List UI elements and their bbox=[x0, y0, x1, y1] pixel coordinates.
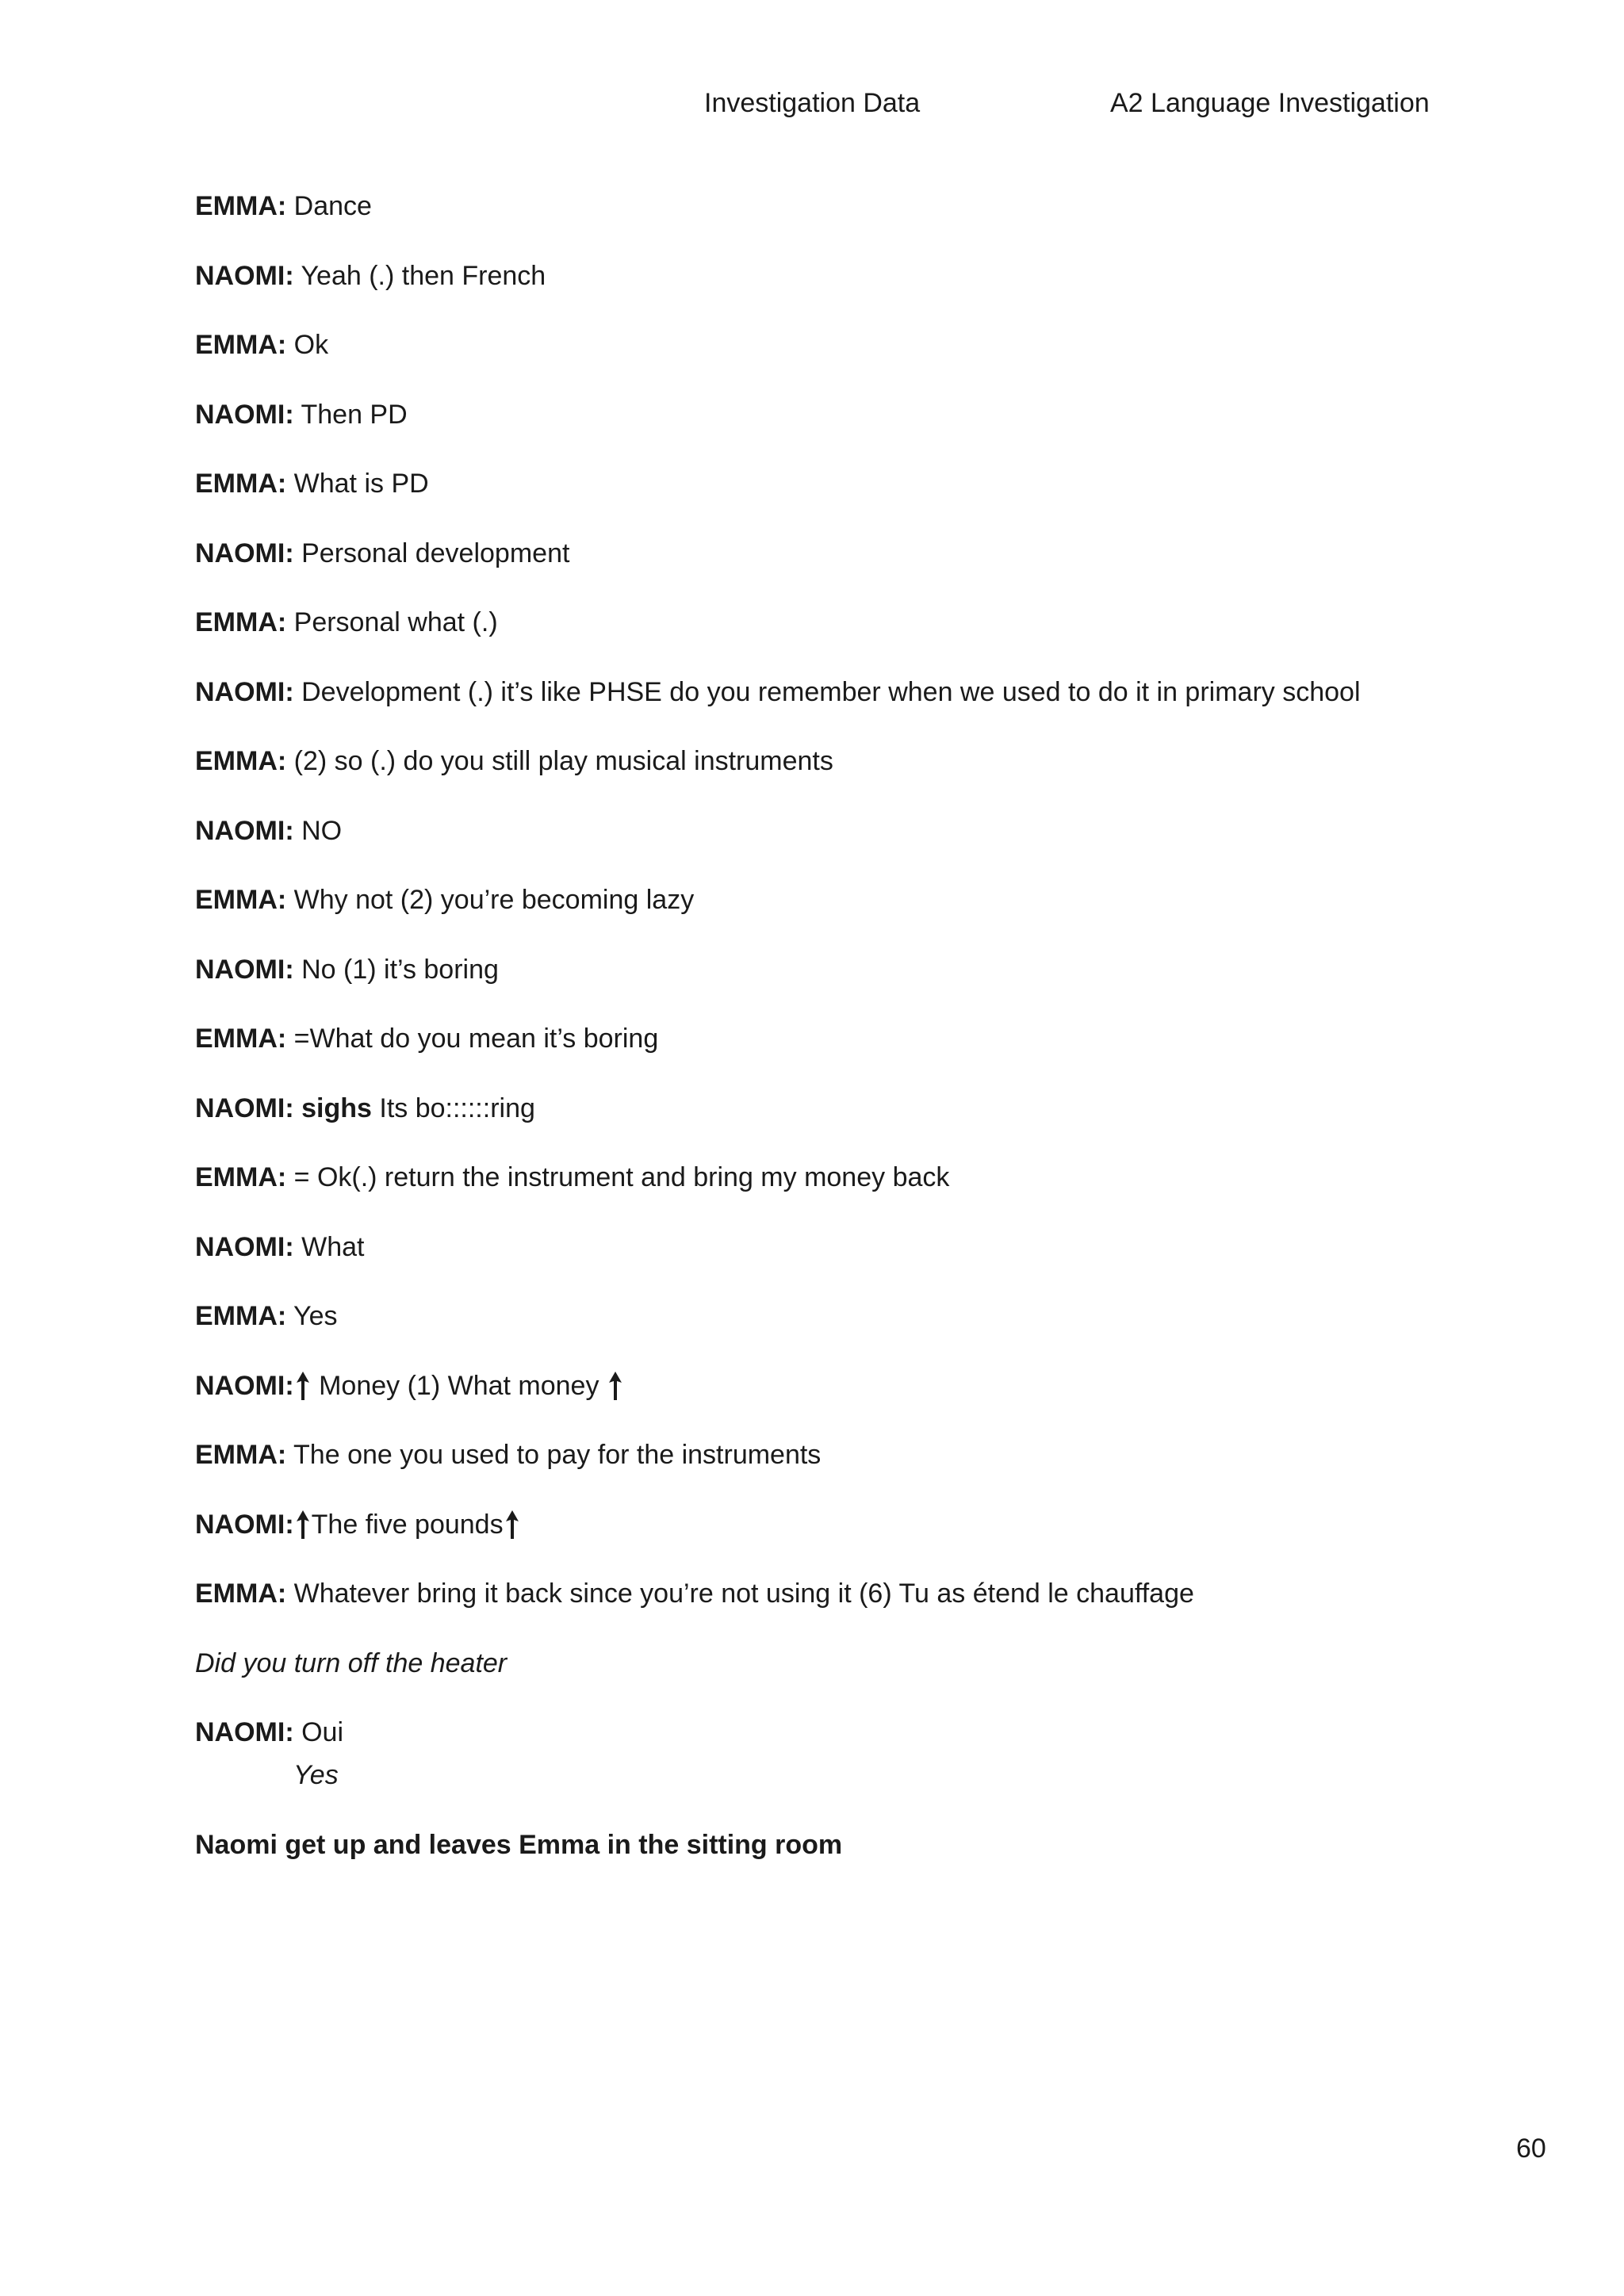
utterance: Ok bbox=[286, 330, 329, 360]
transcript-line bbox=[195, 954, 1496, 985]
speaker-label: EMMA: bbox=[195, 607, 287, 637]
utterance: The one you used to pay for the instruments bbox=[286, 1440, 822, 1470]
speaker-label: EMMA: bbox=[195, 1162, 287, 1192]
speaker-label: EMMA: bbox=[195, 1301, 287, 1331]
speaker-label: NAOMI: bbox=[195, 260, 294, 291]
transcript bbox=[195, 190, 1496, 1898]
utterance: Why not (2) you’re becoming lazy bbox=[286, 885, 695, 915]
transcript-line bbox=[195, 884, 1496, 916]
speaker-label: NAOMI: bbox=[195, 815, 294, 846]
utterance: (2) so (.) do you still play musical instruments bbox=[286, 746, 833, 776]
transcript-line bbox=[195, 1716, 1496, 1748]
transcript-line bbox=[195, 815, 1496, 847]
utterance: What is PD bbox=[286, 469, 429, 499]
translation-line: Did you turn off the heater bbox=[195, 1647, 508, 1678]
header-title: Investigation Data bbox=[704, 88, 921, 118]
utterance: Personal development bbox=[293, 538, 570, 568]
utterance: = Ok(.) return the instrument and bring my money back bbox=[286, 1162, 950, 1192]
transcript-line bbox=[195, 1231, 1496, 1263]
speaker-label: NAOMI: bbox=[195, 538, 294, 568]
page-number: 60 bbox=[1516, 2133, 1546, 2164]
transcript-line bbox=[195, 607, 1496, 638]
speaker-label: EMMA: bbox=[195, 746, 287, 776]
speaker-label: EMMA: bbox=[195, 1024, 287, 1054]
utterance: No (1) it’s boring bbox=[293, 954, 499, 985]
translation-line: Yes bbox=[293, 1760, 339, 1790]
transcript-line bbox=[195, 538, 1496, 569]
transcript-line bbox=[195, 676, 1496, 708]
transcript-line-pounds bbox=[195, 1509, 1496, 1540]
utterance: Its bo::::::ring bbox=[371, 1093, 535, 1123]
speaker-label: EMMA: bbox=[195, 1440, 287, 1470]
header-subtitle: A2 Language Investigation bbox=[1110, 88, 1430, 118]
speaker-label: NAOMI: bbox=[195, 1231, 294, 1262]
action-label: sighs bbox=[301, 1093, 372, 1123]
rising-intonation-arrow-icon bbox=[294, 1370, 312, 1402]
speaker-label: EMMA: bbox=[195, 469, 287, 499]
transcript-line bbox=[195, 329, 1496, 361]
speaker-label: EMMA: bbox=[195, 1578, 287, 1609]
transcript-line bbox=[195, 399, 1496, 430]
transcript-line-sighs bbox=[195, 1093, 1496, 1124]
transcript-line bbox=[195, 190, 1496, 222]
transcript-line bbox=[195, 1161, 1496, 1193]
speaker-label: EMMA: bbox=[195, 885, 287, 915]
utterance: Yes bbox=[286, 1301, 338, 1331]
utterance: NO bbox=[293, 815, 343, 846]
utterance: Dance bbox=[286, 191, 372, 221]
transcript-line bbox=[195, 1300, 1496, 1332]
speaker-label: EMMA: bbox=[195, 330, 287, 360]
rising-intonation-arrow-icon bbox=[607, 1370, 624, 1402]
speaker-label: NAOMI: bbox=[195, 676, 294, 707]
rising-intonation-arrow-icon bbox=[504, 1509, 521, 1540]
speaker-label: NAOMI: bbox=[195, 954, 294, 985]
utterance: Money (1) What money bbox=[311, 1370, 607, 1401]
transcript-line bbox=[195, 745, 1496, 777]
transcript-line bbox=[195, 468, 1496, 499]
speaker-label: NAOMI: bbox=[195, 399, 294, 430]
utterance: Yeah (.) then French bbox=[293, 260, 546, 291]
utterance: Development (.) it’s like PHSE do you remember when we used to do it in primary school bbox=[293, 676, 1361, 707]
utterance: Personal what (.) bbox=[286, 607, 498, 637]
transcript-line bbox=[195, 260, 1496, 292]
utterance: The five pounds bbox=[311, 1509, 504, 1540]
transcript-line-money bbox=[195, 1370, 1496, 1402]
transcript-line bbox=[195, 1439, 1496, 1471]
speaker-label: NAOMI: bbox=[195, 1509, 294, 1540]
stage-direction: Naomi get up and leaves Emma in the sitting room bbox=[195, 1829, 843, 1860]
utterance: =What do you mean it’s boring bbox=[286, 1024, 659, 1054]
utterance: Oui bbox=[293, 1717, 344, 1747]
utterance: Whatever bring it back since you’re not using it (6) Tu as étend le chauffage bbox=[286, 1578, 1194, 1609]
utterance: What bbox=[293, 1231, 365, 1262]
speaker-label: EMMA: bbox=[195, 191, 287, 221]
transcript-line bbox=[195, 1578, 1496, 1609]
speaker-label: NAOMI: bbox=[195, 1717, 294, 1747]
speaker-label: NAOMI: bbox=[195, 1093, 294, 1123]
rising-intonation-arrow-icon bbox=[294, 1509, 312, 1540]
utterance: Then PD bbox=[293, 399, 408, 430]
transcript-line bbox=[195, 1023, 1496, 1054]
speaker-label: NAOMI: bbox=[195, 1370, 294, 1401]
